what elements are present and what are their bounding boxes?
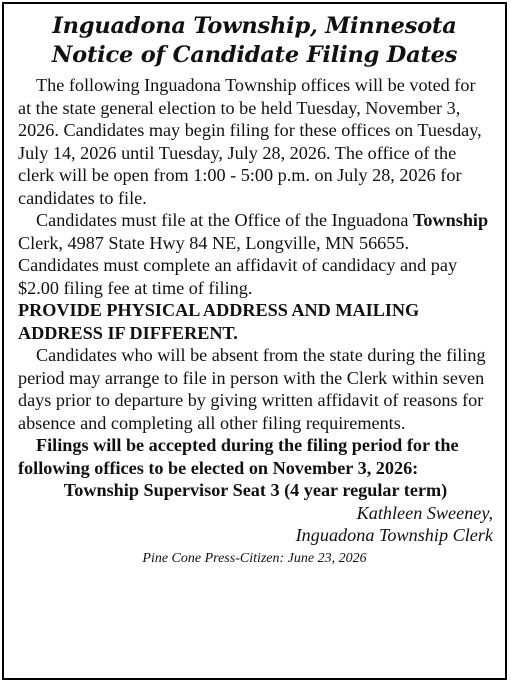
filing-location-bold: Township: [412, 210, 489, 230]
signature-title: Inguadona Township Clerk: [295, 525, 493, 545]
notice-title: [4, 12, 505, 70]
signature-name: Kathleen Sweeney,: [356, 502, 493, 523]
paragraph-election-dates: The following Inguadona Township offices will be voted for at the state general election to be held Tuesday, November 3, 2026. Candidates may begin filing for these offices on Tuesday, July 14, 2026 until Tuesday, July 28, 2026. The office of the clerk will be open from 1:00 - 5:00 p.m. on July 28, 2026 for candidates to file.: [18, 75, 482, 208]
paragraph-absent-candidates: Candidates who will be absent from the state during the filing period may arrange to file in person with the Clerk within seven days prior to departure by giving written affidavit of reasons for absence and completing all other filing requirements.: [18, 345, 486, 433]
paragraph-filing-offices: Filings will be accepted during the filing period for the following offices to be elected on November 3, 2026:: [18, 435, 459, 478]
filing-location-end: Clerk, 4987 State Hwy 84 NE, Longville, MN 56655. Candidates must complete an affidavit of candidacy and pay $2.00 filing fee at time of filing.: [18, 232, 458, 298]
office-listing: Township Supervisor Seat 3 (4 year regular term): [63, 480, 448, 500]
legal-notice-box: [2, 2, 507, 680]
paragraph-filing-location: [18, 209, 493, 299]
publication-line: Pine Cone Press-Citizen: June 23, 2026: [142, 550, 367, 566]
title-line-2: Notice of Candidate Filing Dates: [51, 42, 458, 68]
notice-body: [18, 74, 493, 547]
address-requirement: PROVIDE PHYSICAL ADDRESS AND MAILING ADDRESS IF DIFFERENT.: [18, 300, 420, 343]
filing-location-start: Candidates must file at the Office of the Inguadona: [36, 210, 413, 230]
title-line-1: Inguadona Township, Minnesota: [52, 13, 457, 39]
